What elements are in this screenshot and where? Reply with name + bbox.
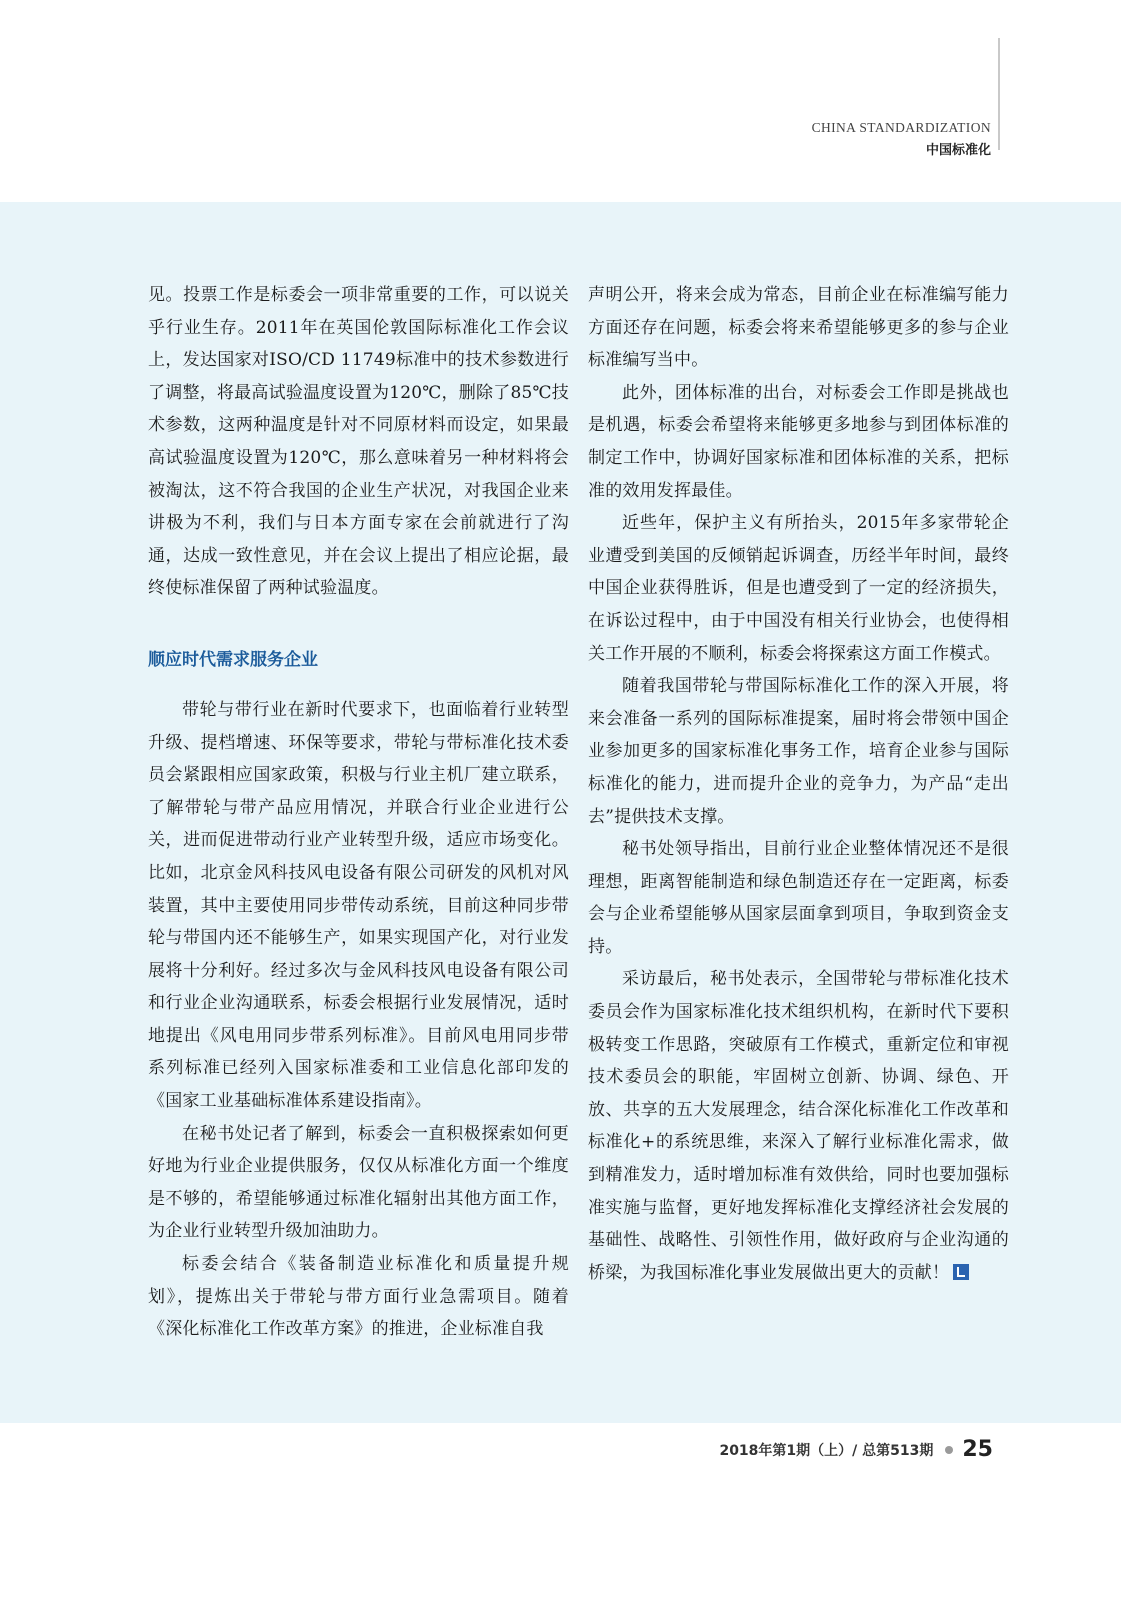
page-number: 25 (962, 1437, 993, 1462)
section-heading: 顺应时代需求服务企业 (148, 649, 318, 670)
left-paragraph-4: 标委会结合《装备制造业标准化和质量提升规划》，提炼出关于带轮与带方面行业急需项目。随着《深化标准化工作改革方案》的推进，企业标准自我 (148, 1254, 569, 1340)
magazine-title-en: CHINA STANDARDIZATION (811, 120, 991, 135)
right-paragraph-2: 此外，团体标准的出台，对标委会工作即是挑战也是机遇，标委会希望将来能够更多地参与到团体标准的制定工作中，协调好国家标准和团体标准的关系，把标准的效用发挥最佳。 (588, 382, 1009, 501)
page-footer (719, 1437, 993, 1462)
right-paragraph-6-text: 采访最后，秘书处表示，全国带轮与带标准化技术委员会作为国家标准化技术组织机构，在新时代下要积极转变工作思路，突破原有工作模式，重新定位和审视技术委员会的职能，牢固树立创新、协调、绿色、开放、共享的五大发展理念，结合深化标准化工作改革和标准化+的系统思维，来深入了解行业标准化需求，做到精准发力，适时增加标准有效供给，同时也要加强标准实施与监督，更好地发挥标准化支撑经济社会发展的基础性、战略性、引领性作用，做好政府与企业沟通的桥梁，为我国标准化事业发展做出更大的贡献！ (588, 969, 1009, 1283)
right-paragraph-6 (588, 963, 1009, 1289)
issue-info: 2018年第1期（上）/ 总第513期 (719, 1442, 934, 1459)
right-paragraph-4: 随着我国带轮与带国际标准化工作的深入开展，将来会准备一系列的国际标准提案，届时将会带领中国企业参加更多的国家标准化事务工作，培育企业参与国际标准化的能力，进而提升企业的竞争力，为产品“走出去”提供技术支撑。 (588, 676, 1009, 827)
footer-dot-icon (945, 1446, 953, 1454)
left-column (148, 279, 569, 1346)
header-vertical-rule (998, 38, 1000, 150)
left-paragraph-2: 带轮与带行业在新时代要求下，也面临着行业转型升级、提档增速、环保等要求，带轮与带标准化技术委员会紧跟相应国家政策，积极与行业主机厂建立联系，了解带轮与带产品应用情况，并联合行业企业进行公关，进而促进带动行业产业转型升级，适应市场变化。比如，北京金风科技风电设备有限公司研发的风机对风装置，其中主要使用同步带传动系统，目前这种同步带轮与带国内还不能够生产，如果实现国产化，对行业发展将十分利好。经过多次与金风科技风电设备有限公司和行业企业沟通联系，标委会根据行业发展情况，适时地提出《风电用同步带系列标准》。目前风电用同步带系列标准已经列入国家标准委和工业信息化部印发的《国家工业基础标准体系建设指南》。 (148, 699, 569, 1112)
left-paragraph-1: 见。投票工作是标委会一项非常重要的工作，可以说关乎行业生存。2011年在英国伦敦国际标准化工作会议上，发达国家对ISO/CD 11749标准中的技术参数进行了调整，将最高试验温度设置为120℃，删除了85℃技术参数，这两种温度是针对不同原材料而设定，如果最高试验温度设置为120℃，那么意味着另一种材料将会被淘汰，这不符合我国的企业生产状况，对我国企业来讲极为不利，我们与日本方面专家在会前就进行了沟通，达成一致性意见，并在会议上提出了相应论据，最终使标准保留了两种试验温度。 (148, 285, 569, 599)
right-paragraph-3: 近些年，保护主义有所抬头，2015年多家带轮企业遭受到美国的反倾销起诉调查，历经半年时间，最终中国企业获得胜诉，但是也遭受到了一定的经济损失，在诉讼过程中，由于中国没有相关行业协会，也使得相关工作开展的不顺利，标委会将探索这方面工作模式。 (588, 513, 1009, 664)
article-end-mark-icon (953, 1264, 969, 1280)
right-paragraph-5: 秘书处领导指出，目前行业企业整体情况还不是很理想，距离智能制造和绿色制造还存在一定距离，标委会与企业希望能够从国家层面拿到项目，争取到资金支持。 (588, 839, 1009, 957)
right-paragraph-1: 声明公开，将来会成为常态，目前企业在标准编写能力方面还存在问题，标委会将来希望能够更多的参与企业标准编写当中。 (588, 285, 1009, 371)
magazine-title-zh: 中国标准化 (925, 143, 991, 158)
running-header (812, 120, 991, 158)
left-paragraph-3: 在秘书处记者了解到，标委会一直积极探索如何更好地为行业企业提供服务，仅仅从标准化方面一个维度是不够的，希望能够通过标准化辐射出其他方面工作，为企业行业转型升级加油助力。 (148, 1123, 569, 1242)
right-column (588, 279, 1009, 1289)
